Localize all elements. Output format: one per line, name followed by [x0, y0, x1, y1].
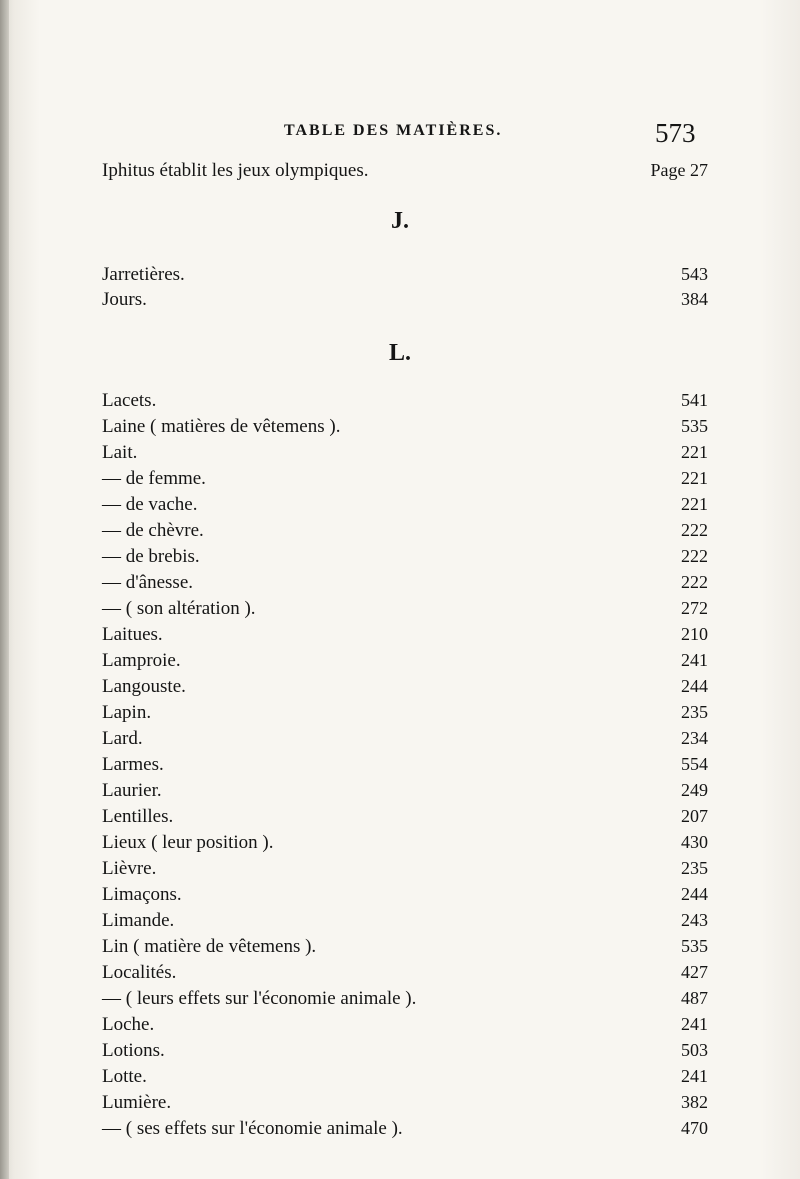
index-entry	[0, 289, 800, 315]
entry-term: Lumière.	[102, 1092, 172, 1113]
entry-term: Limande.	[102, 910, 175, 931]
entry-term: Laurier.	[102, 780, 162, 801]
index-entry	[0, 416, 800, 442]
section-letter-l: L.	[388, 340, 411, 366]
index-entry	[0, 910, 800, 936]
entry-page: 427	[681, 962, 708, 982]
entry-page: 543	[681, 264, 708, 284]
entry-page: 235	[681, 702, 708, 722]
index-entry	[0, 728, 800, 754]
index-entry	[0, 884, 800, 910]
entry-term: — ( ses effets sur l'économie animale ).	[102, 1118, 403, 1139]
entry-page: 244	[681, 884, 708, 904]
entry-page: 222	[681, 520, 708, 540]
index-entry	[0, 962, 800, 988]
entry-page: 243	[681, 910, 708, 930]
entry-term: Lacets.	[102, 390, 157, 411]
index-entry	[0, 546, 800, 572]
entry-page: 221	[681, 442, 708, 462]
entry-term: Jours.	[102, 289, 147, 310]
entry-term: Lentilles.	[102, 806, 174, 827]
entry-page: 241	[681, 1066, 708, 1086]
index-entry	[0, 390, 800, 416]
entry-term: Lieux ( leur position ).	[102, 832, 274, 853]
entry-term: Lotte.	[102, 1066, 147, 1087]
entry-page: 384	[681, 289, 708, 309]
index-entry	[0, 1014, 800, 1040]
entry-term: Langouste.	[102, 676, 186, 697]
entry-term: Lamproie.	[102, 650, 181, 671]
index-entry	[0, 1040, 800, 1066]
entry-page: 221	[681, 494, 708, 514]
index-entry	[0, 1066, 800, 1092]
entry-term: Limaçons.	[102, 884, 182, 905]
index-entry	[0, 754, 800, 780]
entry-term: Lièvre.	[102, 858, 157, 879]
entry-term: — de vache.	[102, 494, 198, 515]
entry-term: — ( leurs effets sur l'économie animale ).	[102, 988, 417, 1009]
index-entry	[0, 702, 800, 728]
entry-page: 470	[681, 1118, 708, 1138]
entry-page: 235	[681, 858, 708, 878]
running-header	[0, 118, 800, 158]
index-entry	[0, 858, 800, 884]
index-entry	[0, 598, 800, 624]
entry-term: Iphitus établit les jeux olympiques.	[102, 160, 369, 181]
index-entry	[0, 1118, 800, 1144]
entry-term: Laitues.	[102, 624, 163, 645]
entry-page: 249	[681, 780, 708, 800]
entry-page: 487	[681, 988, 708, 1008]
entry-page: 430	[681, 832, 708, 852]
entry-page: 244	[681, 676, 708, 696]
entry-page: 210	[681, 624, 708, 644]
entry-page: 222	[681, 546, 708, 566]
index-entry	[0, 780, 800, 806]
entry-term: — d'ânesse.	[102, 572, 194, 593]
index-entry	[0, 624, 800, 650]
index-entry	[0, 988, 800, 1014]
entry-term: Lard.	[102, 728, 143, 749]
index-entry	[0, 650, 800, 676]
entry-term: Lotions.	[102, 1040, 165, 1061]
entry-page: 222	[681, 572, 708, 592]
index-entry	[0, 264, 800, 290]
index-entry	[0, 806, 800, 832]
entry-term: Lait.	[102, 442, 138, 463]
entry-page: 241	[681, 650, 708, 670]
header-title: TABLE DES MATIÈRES.	[284, 122, 503, 139]
entry-page: 382	[681, 1092, 708, 1112]
section-letter-j: J.	[391, 208, 409, 234]
entry-term: — de brebis.	[102, 546, 200, 567]
index-entry	[0, 520, 800, 546]
index-entry	[0, 1092, 800, 1118]
index-entry	[0, 494, 800, 520]
entry-term: — de femme.	[102, 468, 206, 489]
entry-page: 234	[681, 728, 708, 748]
entry-term: Localités.	[102, 962, 177, 983]
entry-term: — de chèvre.	[102, 520, 204, 541]
entry-term: Lin ( matière de vêtemens ).	[102, 936, 317, 957]
index-entry	[0, 936, 800, 962]
entry-page: 503	[681, 1040, 708, 1060]
entry-page: Page 27	[650, 160, 708, 180]
entry-page: 241	[681, 1014, 708, 1034]
entry-page: 221	[681, 468, 708, 488]
entry-page: 554	[681, 754, 708, 774]
index-entry	[0, 676, 800, 702]
entry-term: Jarretières.	[102, 264, 185, 285]
entry-term: Loche.	[102, 1014, 155, 1035]
entry-page: 535	[681, 416, 708, 436]
entry-page: 207	[681, 806, 708, 826]
index-entry	[0, 442, 800, 468]
index-entry	[0, 160, 800, 186]
page-number: 573	[655, 118, 696, 148]
entry-term: — ( son altération ).	[102, 598, 256, 619]
entry-page: 272	[681, 598, 708, 618]
index-entry	[0, 832, 800, 858]
entry-page: 535	[681, 936, 708, 956]
entry-term: Larmes.	[102, 754, 164, 775]
entry-term: Laine ( matières de vêtemens ).	[102, 416, 341, 437]
entry-term: Lapin.	[102, 702, 152, 723]
entry-page: 541	[681, 390, 708, 410]
index-entry	[0, 572, 800, 598]
index-entry	[0, 468, 800, 494]
